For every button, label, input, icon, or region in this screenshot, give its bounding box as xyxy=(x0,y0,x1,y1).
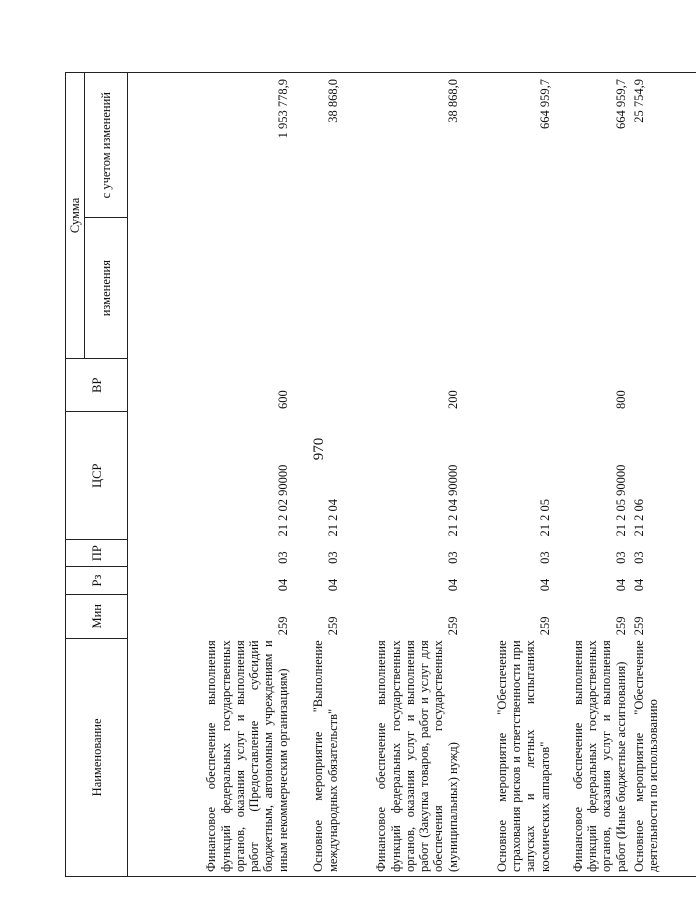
row-pr: 03 xyxy=(325,551,340,564)
row-csr: 21 2 02 90000 xyxy=(275,464,290,537)
row-vr xyxy=(462,358,554,412)
row-rz: 04 xyxy=(445,578,460,592)
row-total: 664 959,7 xyxy=(462,73,554,218)
row-changes xyxy=(342,218,462,359)
row-total: 38 868,0 xyxy=(342,73,462,218)
header-changes: изменения xyxy=(85,218,128,359)
row-name: Финансовое обеспечение выполнения функций федеральных государственных органов, оказания услуг и выполнения работ (Предоставление субсидий бюджетным, автономным учреждениям и иным некоммерческим организациям) xyxy=(128,638,293,876)
row-min: 259 xyxy=(613,616,628,636)
row-rz: 04 xyxy=(613,578,628,592)
row-changes xyxy=(630,218,696,359)
table-row xyxy=(128,73,293,877)
header-pr: ПР xyxy=(66,539,128,566)
row-csr: 21 2 06 xyxy=(632,498,646,537)
row-rz: 04 xyxy=(275,578,290,592)
row-total: 664 959,7 xyxy=(554,73,630,218)
row-total: 1 953 778,9 xyxy=(128,73,293,218)
row-min: 259 xyxy=(537,616,552,636)
row-vr xyxy=(630,358,696,412)
row-pr: 03 xyxy=(275,551,290,564)
row-name: Основное мероприятие "Обеспечение деятельности по использованию xyxy=(630,638,696,876)
table-row xyxy=(292,73,342,877)
row-changes xyxy=(292,218,342,359)
table-row xyxy=(342,73,462,877)
row-changes xyxy=(462,218,554,359)
header-csr: ЦСР xyxy=(66,412,128,539)
row-min: 259 xyxy=(275,616,290,636)
row-vr: 800 xyxy=(613,390,628,409)
table-body xyxy=(128,73,696,877)
header-sum-group: Сумма xyxy=(66,73,85,359)
row-vr xyxy=(292,358,342,412)
header-name: Наименование xyxy=(66,638,128,876)
row-rz: 04 xyxy=(325,578,340,592)
rotated-page xyxy=(65,27,661,877)
row-min: 259 xyxy=(325,616,340,636)
row-rz: 04 xyxy=(537,578,552,592)
row-csr: 21 2 04 90000 xyxy=(445,464,460,537)
header-vr: ВР xyxy=(66,358,128,412)
row-total: 38 868,0 xyxy=(292,73,342,218)
row-changes xyxy=(554,218,630,359)
header-with-changes: с учетом изменений xyxy=(85,73,128,218)
row-min: 259 xyxy=(632,616,646,636)
row-pr: 03 xyxy=(445,551,460,564)
table-row xyxy=(630,73,696,877)
table-row xyxy=(462,73,554,877)
row-changes xyxy=(128,218,293,359)
row-rz: 04 xyxy=(632,578,646,592)
row-vr: 200 xyxy=(445,390,460,409)
budget-table xyxy=(65,72,696,877)
row-total: 25 754,9 xyxy=(630,73,696,218)
row-vr: 600 xyxy=(275,390,290,409)
row-csr: 21 2 05 90000 xyxy=(613,464,628,537)
row-min: 259 xyxy=(445,616,460,636)
row-csr: 21 2 05 xyxy=(537,498,552,537)
header-rz: Рз xyxy=(66,567,128,594)
row-name: Финансовое обеспечение выполнения функций федеральных государственных органов, оказания услуг и выполнения работ (Закупка товаров, работ и услуг для обеспечения государственных (муниципальных) нужд) xyxy=(342,638,462,876)
table-header xyxy=(66,73,128,877)
header-min: Мин xyxy=(66,594,128,638)
row-name: Финансовое обеспечение выполнения функций федеральных государственных органов, оказания услуг и выполнения работ (Иные бюджетные ассигнования) xyxy=(554,638,630,876)
row-name: Основное мероприятие "Выполнение международных обязательств" xyxy=(292,638,342,876)
row-name: Основное мероприятие "Обеспечение страхования рисков и ответственности при запусках и летных испытаниях космических аппаратов" xyxy=(462,638,554,876)
row-csr: 21 2 04 xyxy=(325,498,340,537)
row-pr: 03 xyxy=(613,551,628,564)
table-row xyxy=(554,73,630,877)
row-pr: 03 xyxy=(537,551,552,564)
page-number: 970 xyxy=(311,437,327,461)
row-pr: 03 xyxy=(632,551,646,564)
